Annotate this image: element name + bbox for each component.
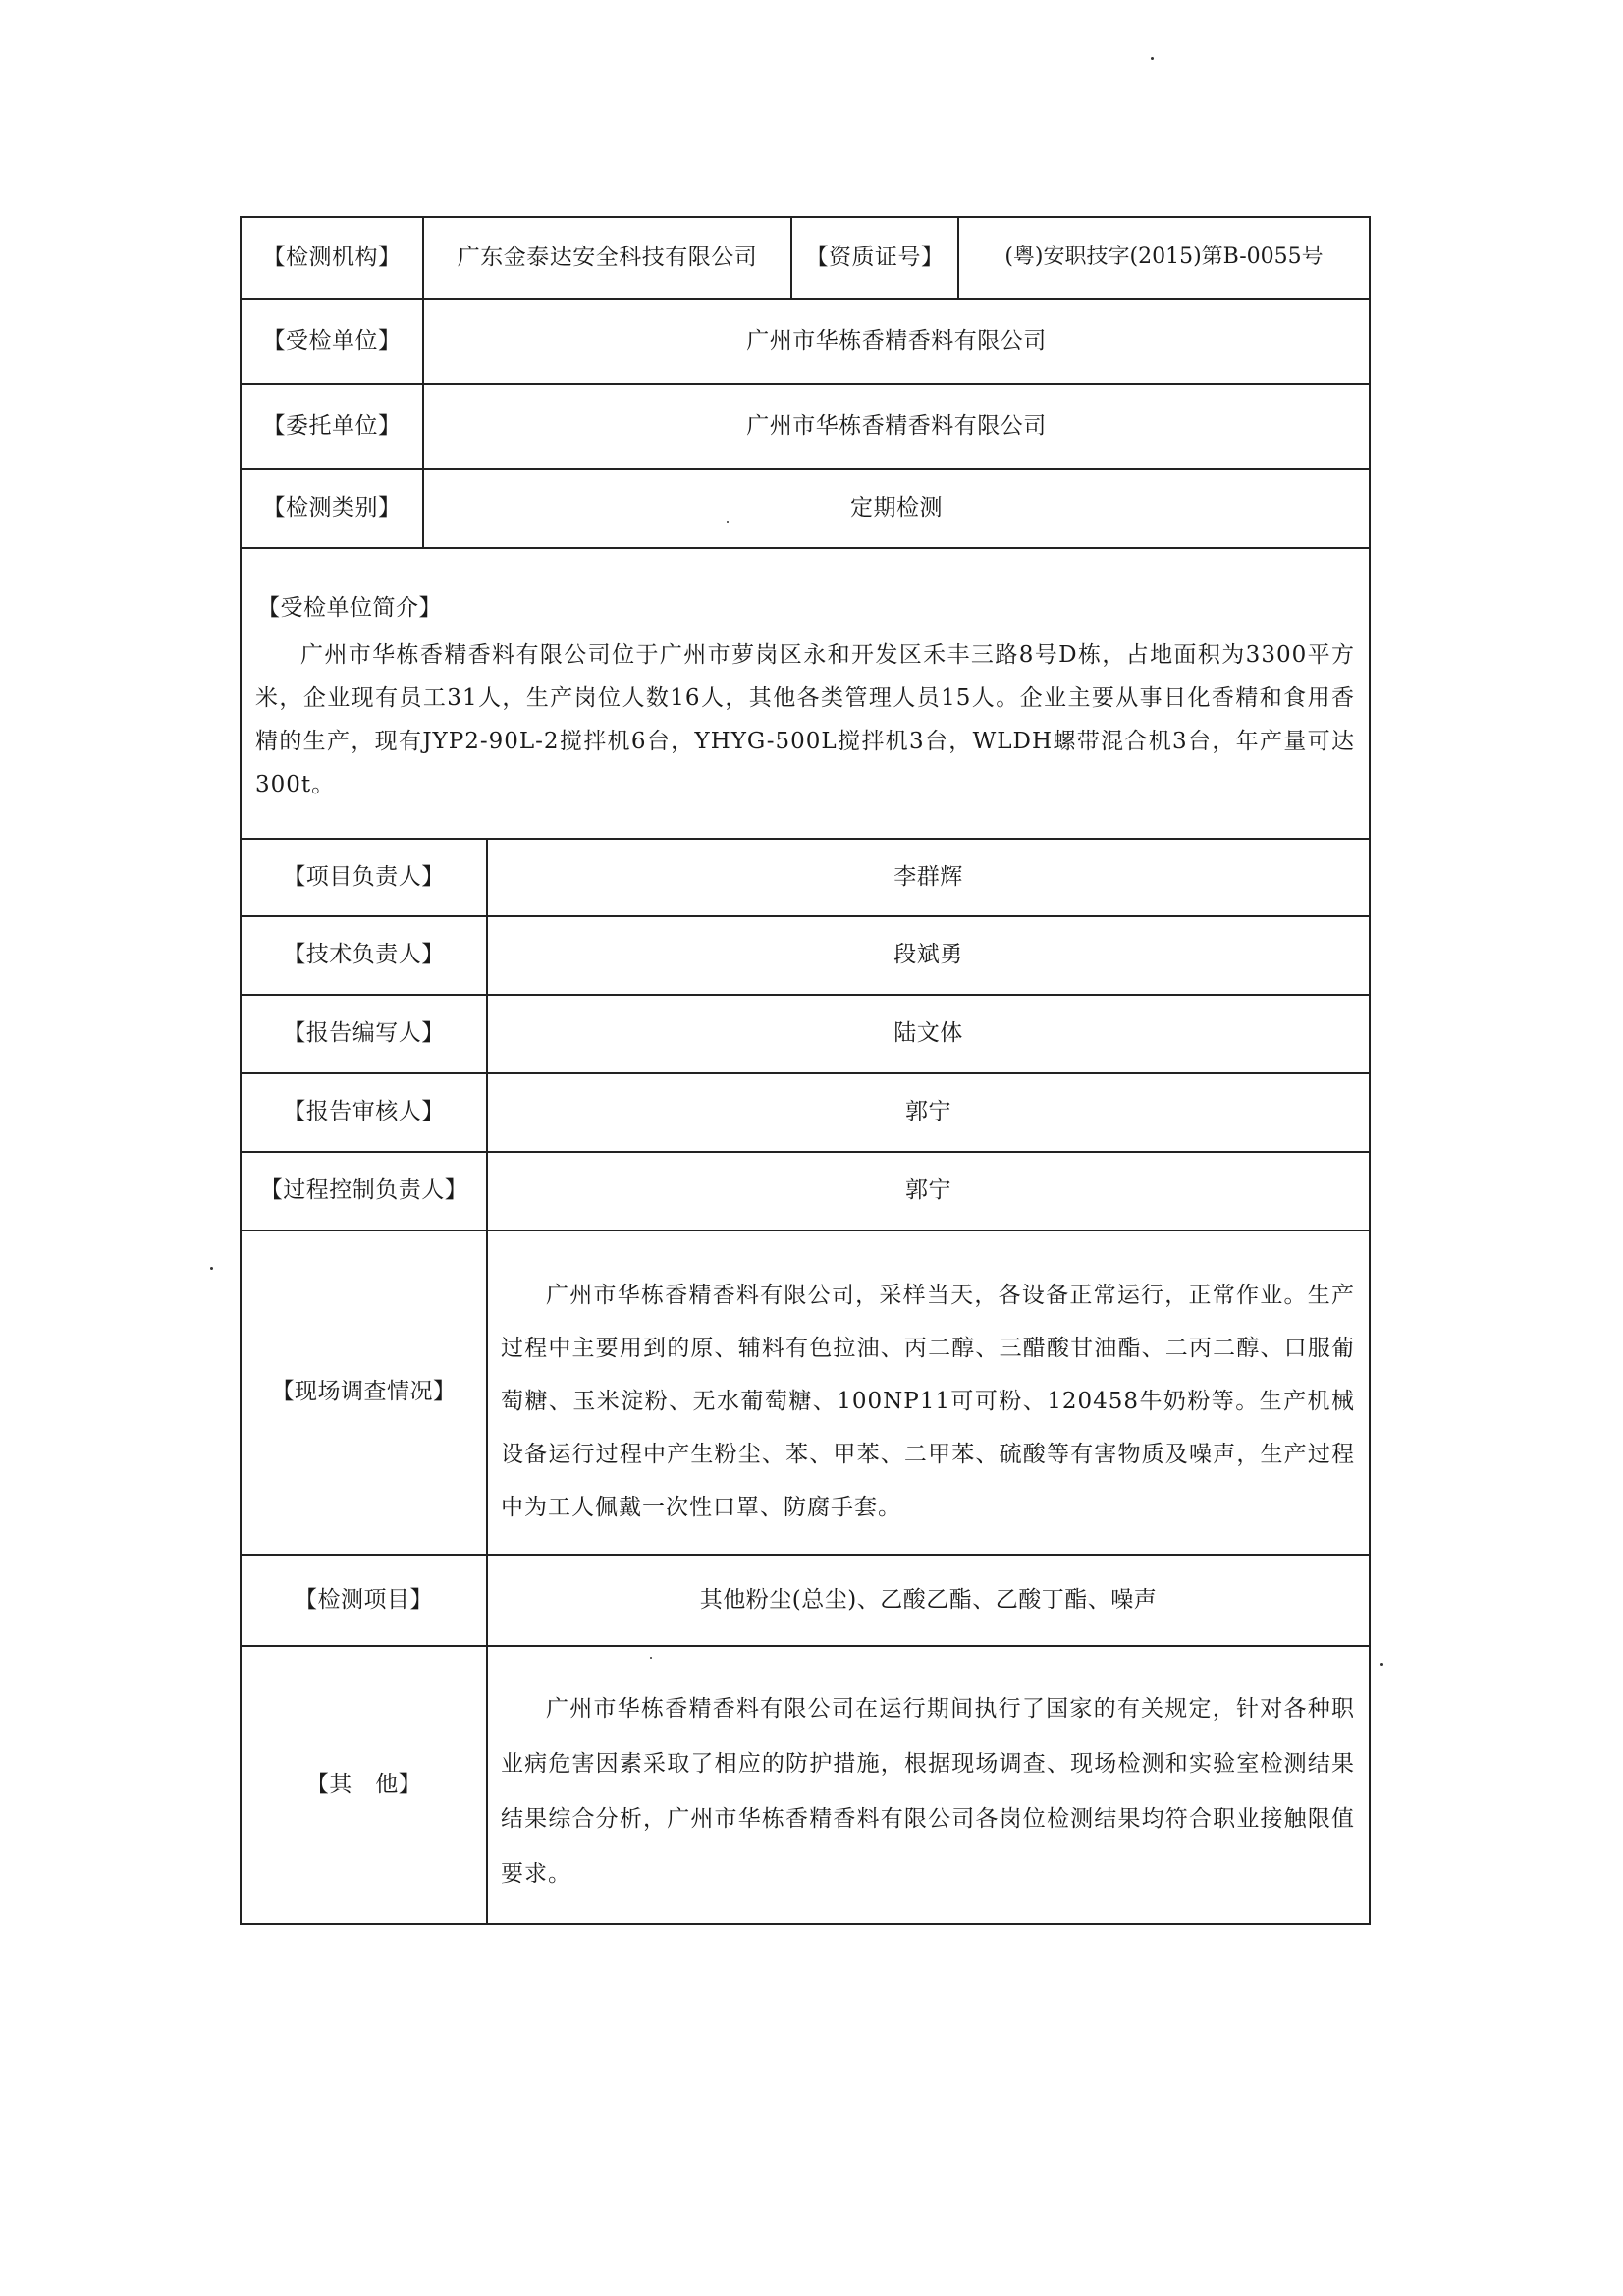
scan-speck (1151, 57, 1154, 60)
other-label: 【其 他】 (305, 1771, 422, 1797)
testing-org-label: 【检测机构】 (262, 244, 402, 270)
inspection-type-value: 定期检测 (850, 495, 943, 521)
process-control-lead-value: 郭宁 (905, 1177, 951, 1204)
project-lead-value: 李群辉 (893, 863, 963, 890)
site-survey-paragraph: 广州市华栋香精香料有限公司，采样当天，各设备正常运行，正常作业。生产过程中主要用到的原、辅料有色拉油、丙二醇、三醋酸甘油酯、二丙二醇、口服葡萄糖、玉米淀粉、无水葡萄糖、100NP11可可粉、120458牛奶粉等。生产机械设备运行过程中产生粉尘、苯、甲苯、二甲苯、硫酸等有害物质及噪声，生产过程中为工人佩戴一次性口罩、防腐手套。 (501, 1283, 1355, 1520)
inspection-type-label: 【检测类别】 (262, 495, 402, 521)
test-items-label: 【检测项目】 (295, 1586, 433, 1613)
site-survey-label: 【现场调查情况】 (271, 1379, 457, 1405)
inspected-unit-value: 广州市华栋香精香料有限公司 (746, 327, 1047, 354)
row-divider (240, 547, 1371, 549)
client-unit-value: 广州市华栋香精香料有限公司 (746, 412, 1047, 439)
report-writer-value: 陆文体 (893, 1020, 963, 1047)
scan-speck (727, 521, 729, 523)
scan-speck (1380, 1663, 1383, 1666)
scan-speck (210, 1267, 213, 1270)
scan-speck (650, 1657, 652, 1659)
certificate-value: (粤)安职技字(2015)第B-0055号 (1004, 245, 1324, 270)
process-control-lead-label: 【过程控制负责人】 (259, 1177, 468, 1204)
technical-lead-label: 【技术负责人】 (283, 942, 445, 968)
certificate-label: 【资质证号】 (805, 244, 945, 270)
report-reviewer-value: 郭宁 (905, 1099, 951, 1125)
intro-title: 【受检单位简介】 (257, 595, 442, 621)
inspected-unit-label: 【受检单位】 (262, 327, 402, 354)
client-unit-label: 【委托单位】 (262, 412, 402, 439)
project-lead-label: 【项目负责人】 (283, 863, 445, 890)
intro-paragraph: 广州市华栋香精香料有限公司位于广州市萝岗区永和开发区禾丰三路8号D栋，占地面积为3300平方米，企业现有员工31人，生产岗位人数16人，其他各类管理人员15人。企业主要从事日化香精和食用香精的生产，现有JYP2-90L-2搅拌机6台，YHYG-500L搅拌机3台，WLDH螺带混合机3台，年产量可达300t。 (255, 642, 1355, 797)
report-reviewer-label: 【报告审核人】 (283, 1099, 445, 1125)
technical-lead-value: 段斌勇 (893, 942, 963, 968)
testing-org-value: 广东金泰达安全科技有限公司 (457, 244, 758, 270)
other-paragraph: 广州市华栋香精香料有限公司在运行期间执行了国家的有关规定，针对各种职业病危害因素采取了相应的防护措施，根据现场调查、现场检测和实验室检测结果结果综合分析，广州市华栋香精香料有限公司各岗位检测结果均符合职业接触限值要求。 (501, 1696, 1355, 1886)
test-items-value: 其他粉尘(总尘)、乙酸乙酯、乙酸丁酯、噪声 (699, 1586, 1158, 1613)
report-writer-label: 【报告编写人】 (283, 1020, 445, 1047)
